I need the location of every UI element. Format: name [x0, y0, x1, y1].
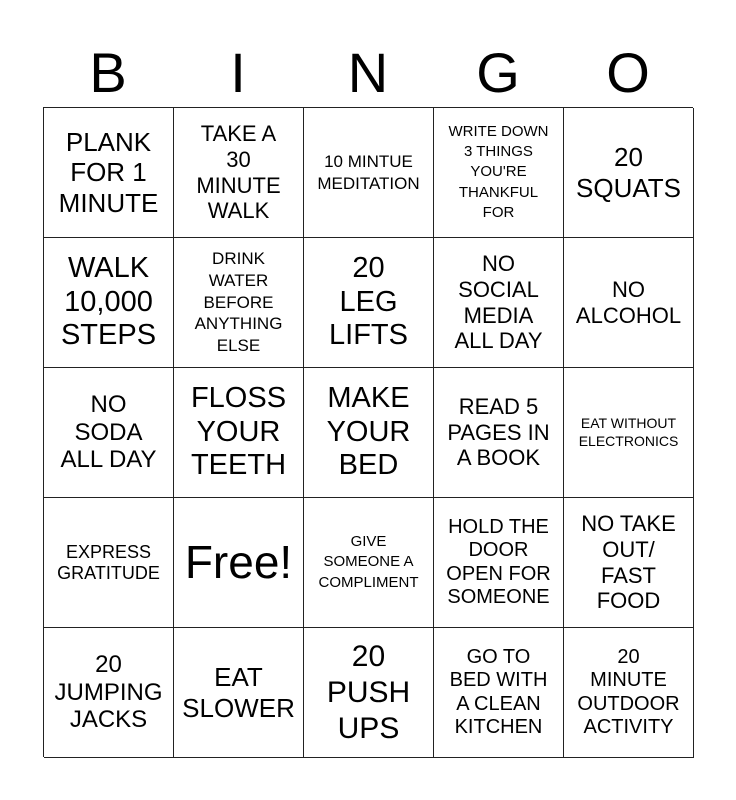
bingo-cell[interactable]: PLANK FOR 1 MINUTE	[44, 108, 174, 238]
header-letter-b: B	[89, 41, 127, 104]
bingo-cell[interactable]: 20 SQUATS	[564, 108, 694, 238]
bingo-cell[interactable]: HOLD THE DOOR OPEN FOR SOMEONE	[434, 498, 564, 628]
free-space-cell[interactable]: Free!	[174, 498, 304, 628]
bingo-cell[interactable]: NO ALCOHOL	[564, 238, 694, 368]
bingo-header	[43, 40, 693, 106]
header-letter-i: I	[230, 41, 246, 104]
bingo-cell[interactable]: 20 MINUTE OUTDOOR ACTIVITY	[564, 628, 694, 758]
header-letter-g: G	[476, 41, 520, 104]
bingo-cell[interactable]: NO TAKE OUT/ FAST FOOD	[564, 498, 694, 628]
header-letter-o: O	[606, 41, 650, 104]
header-letter-n: N	[347, 41, 389, 104]
bingo-cell[interactable]: GO TO BED WITH A CLEAN KITCHEN	[434, 628, 564, 758]
bingo-cell[interactable]: WRITE DOWN 3 THINGS YOU'RE THANKFUL FOR	[434, 108, 564, 238]
bingo-cell[interactable]: 20 JUMPING JACKS	[44, 628, 174, 758]
bingo-cell[interactable]: EAT WITHOUT ELECTRONICS	[564, 368, 694, 498]
bingo-cell[interactable]: MAKE YOUR BED	[304, 368, 434, 498]
bingo-cell[interactable]: WALK 10,000 STEPS	[44, 238, 174, 368]
bingo-cell[interactable]: 10 MINTUE MEDITATION	[304, 108, 434, 238]
bingo-cell[interactable]: READ 5 PAGES IN A BOOK	[434, 368, 564, 498]
bingo-cell[interactable]: 20 LEG LIFTS	[304, 238, 434, 368]
bingo-cell[interactable]: 20 PUSH UPS	[304, 628, 434, 758]
bingo-grid	[43, 107, 693, 757]
bingo-cell[interactable]: EXPRESS GRATITUDE	[44, 498, 174, 628]
bingo-cell[interactable]: FLOSS YOUR TEETH	[174, 368, 304, 498]
bingo-cell[interactable]: GIVE SOMEONE A COMPLIMENT	[304, 498, 434, 628]
bingo-cell[interactable]: NO SODA ALL DAY	[44, 368, 174, 498]
bingo-cell[interactable]: NO SOCIAL MEDIA ALL DAY	[434, 238, 564, 368]
bingo-cell[interactable]: TAKE A 30 MINUTE WALK	[174, 108, 304, 238]
bingo-cell[interactable]: EAT SLOWER	[174, 628, 304, 758]
bingo-cell[interactable]: DRINK WATER BEFORE ANYTHING ELSE	[174, 238, 304, 368]
